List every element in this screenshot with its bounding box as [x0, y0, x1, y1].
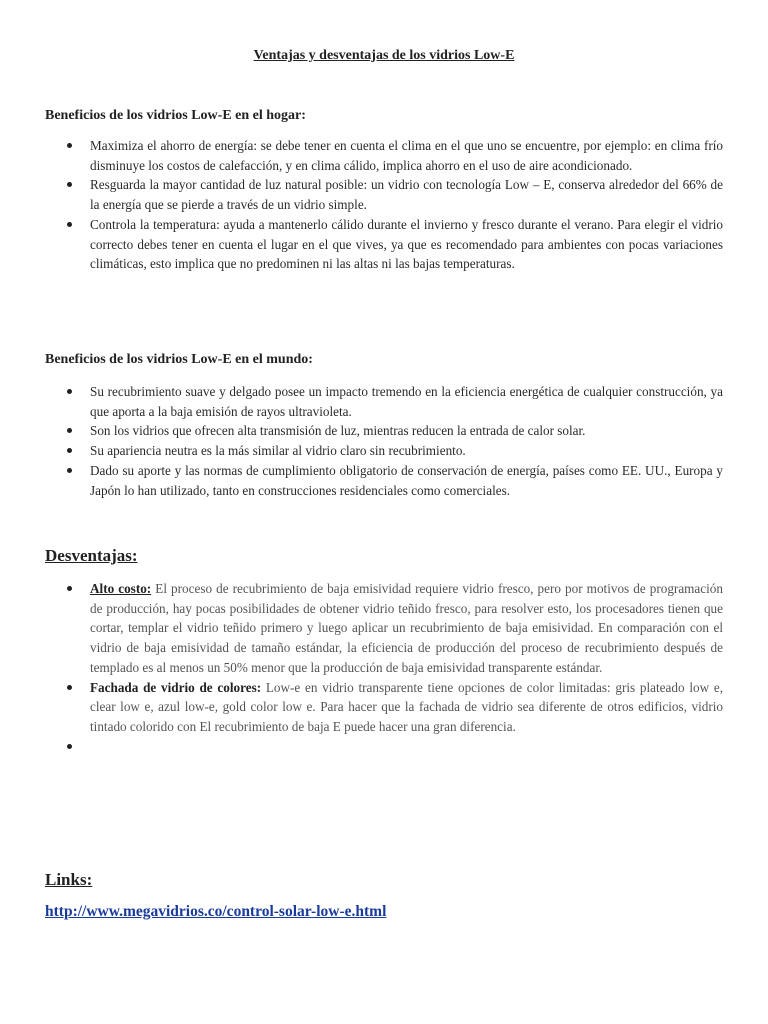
list-item-text: Controla la temperatura: ayuda a mantenerlo cálido durante el invierno y fresco durante el verano. Para elegir el vidrio correcto debes tener en cuenta el lugar en el que vives, ya que es recomendado para ambientes con pocas variaciones climáticas, esto implica que no predominen ni las altas ni las bajas temperaturas.	[90, 216, 723, 272]
list-item-text: Maximiza el ahorro de energía: se debe tener en cuenta el clima en el que uno se encuentre, por ejemplo: en clima frío disminuye los costos de calefacción, y en clima cálido, implica ahorro en el uso de aire acondicionado.	[90, 138, 723, 173]
list-item	[45, 136, 723, 175]
section-heading-desventajas: Desventajas:	[45, 546, 138, 565]
list-hogar	[45, 136, 723, 274]
bullet-icon	[67, 744, 72, 749]
list-item	[45, 421, 723, 441]
list-item	[45, 215, 723, 274]
list-item	[45, 441, 723, 461]
list-item-text: Su apariencia neutra es la más similar al vidrio claro sin recubrimiento.	[90, 443, 466, 459]
bullet-icon	[67, 143, 72, 148]
document-title: Ventajas y desventajas de los vidrios Low-E	[253, 48, 515, 63]
list-item	[45, 175, 723, 214]
bullet-icon	[67, 428, 72, 433]
list-mundo	[45, 382, 723, 500]
bullet-icon	[67, 586, 72, 591]
list-item	[45, 382, 723, 421]
list-item-text: Dado su aporte y las normas de cumplimiento obligatorio de conservación de energía, países como EE. UU., Europa y Japón lo han utilizado, tanto en construcciones residenciales como comerciales.	[90, 462, 723, 498]
list-desventajas	[45, 579, 723, 757]
section-heading-mundo: Beneficios de los vidrios Low-E en el mundo:	[45, 352, 313, 367]
list-item-text: Low-e en vidrio transparente tiene opciones de color limitadas: gris plateado low e, clear low e, azul low-e, gold color low e. Para hacer que la fachada de vidrio sea diferente de otros edificios, vidrio tintado colorido con El recubrimiento de baja E puede hacer una gran diferencia.	[90, 679, 723, 734]
section-heading-hogar: Beneficios de los vidrios Low-E en el hogar:	[45, 108, 306, 123]
list-item-text: Son los vidrios que ofrecen alta transmisión de luz, mientras reducen la entrada de calor solar.	[90, 423, 586, 439]
list-item	[45, 461, 723, 500]
list-item-lead: Fachada de vidrio de colores:	[90, 679, 262, 695]
list-item	[45, 579, 723, 678]
list-item-text: Su recubrimiento suave y delgado posee un impacto tremendo en la eficiencia energética de cualquier construcción, ya que aporta a la baja emisión de rayos ultravioleta.	[90, 384, 723, 419]
list-item	[45, 678, 723, 737]
bullet-icon	[67, 389, 72, 394]
bullet-icon	[67, 468, 72, 473]
list-item-text: El proceso de recubrimiento de baja emisividad requiere vidrio fresco, pero por motivos de programación de producción, hay pocas posibilidades de obtener vidrio teñido fresco, para resolver esto, los procesadores tienen que cortar, templar el vidrio teñido primero y luego aplicar un recubrimiento de baja emisividad. En comparación con el vidrio de baja emisividad de tamaño estándar, la eficiencia de producción del proceso de recubrimiento después de templado es al menos un 50% menor que la producción de baja emisividad transparente estándar.	[90, 581, 723, 675]
list-item-empty	[45, 737, 723, 757]
list-item-text: Resguarda la mayor cantidad de luz natural posible: un vidrio con tecnología Low – E, conserva alrededor del 66% de la energía que se pierde a través de un vidrio simple.	[90, 177, 723, 213]
list-item-lead: Alto costo:	[90, 581, 152, 596]
bullet-icon	[67, 685, 72, 690]
bullet-icon	[67, 182, 72, 187]
megavidrios-link[interactable]: http://www.megavidrios.co/control-solar-low-e.html	[45, 903, 387, 920]
section-heading-links: Links:	[45, 870, 93, 889]
bullet-icon	[67, 448, 72, 453]
bullet-icon	[67, 222, 72, 227]
